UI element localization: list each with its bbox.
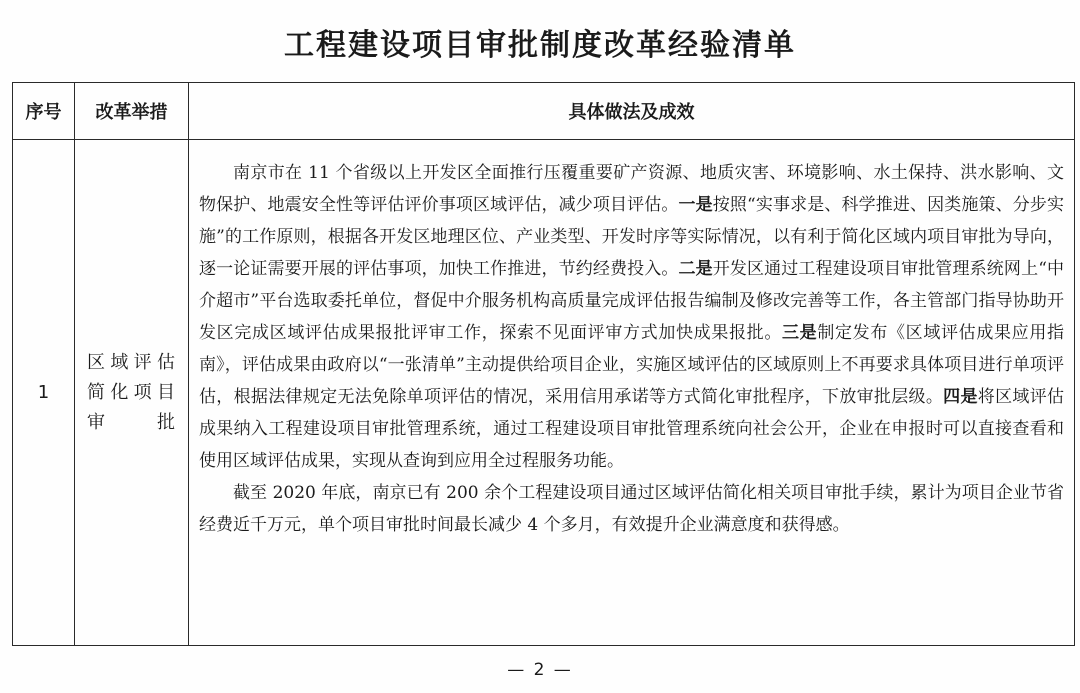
header-detail: 具体做法及成效 — [189, 83, 1075, 140]
document-title: 工程建设项目审批制度改革经验清单 — [284, 28, 796, 63]
detail-keyword-3: 三是 — [782, 323, 818, 343]
table-row — [13, 140, 1075, 646]
header-measure: 改革举措 — [75, 83, 189, 140]
row-measure — [75, 140, 189, 646]
detail-keyword-2: 二是 — [678, 259, 713, 279]
detail-intro: 南京市在 11 个省级以上开发区全面推行压覆重要矿产资源、地质灾害、环境影响、水土保持、洪水影响、文物保护、地震安全性等评估评价事项区域评估，减少项目评估。 — [199, 163, 1064, 215]
detail-point-3: 制定发布《区域评估成果应用指南》，评估成果由政府以“一张清单”主动提供给项目企业，实施区域评估的区域原则上不再要求具体项目进行单项评估，根据法律规定无法免除单项评估的情况，采用信用承诺等方式简化审批程序，下放审批层级。 — [199, 323, 1065, 407]
detail-paragraph-1 — [199, 157, 1064, 477]
table-header-row — [13, 83, 1075, 140]
reform-experience-table — [12, 82, 1075, 646]
row-detail — [189, 140, 1075, 646]
page-number: — 2 — — [507, 660, 573, 680]
detail-paragraph-2: 截至 2020 年底，南京已有 200 余个工程建设项目通过区域评估简化相关项目审批手续，累计为项目企业节省经费近千万元，单个项目审批时间最长减少 4 个多月，有效提升企业满意度和获得感。 — [199, 483, 1064, 535]
detail-keyword-1: 一是 — [678, 195, 713, 215]
detail-point-2: 开发区通过工程建设项目审批管理系统网上“中介超市”平台选取委托单位，督促中介服务机构高质量完成评估报告编制及修改完善等工作，各主管部门指导协助开发区完成区域评估成果报批评审工作，探索不见面评审方式加快成果报批。 — [199, 259, 1065, 343]
row-index: 1 — [13, 140, 75, 646]
detail-keyword-4: 四是 — [943, 387, 978, 407]
row-measure-text: 区域评估简化项目审批 — [87, 351, 178, 433]
detail-point-1: 按照“实事求是、科学推进、因类施策、分步实施”的工作原则，根据各开发区地理区位、产业类型、开发时序等实际情况，以有利于简化区域内项目审批为导向，逐一论证需要开展的评估事项，加快工作推进，节约经费投入。 — [199, 195, 1065, 279]
detail-point-4: 将区域评估成果纳入工程建设项目审批管理系统，通过工程建设项目审批管理系统向社会公开，企业在申报时可以直接查看和使用区域评估成果，实现从查询到应用全过程服务功能。 — [199, 387, 1065, 471]
header-index: 序号 — [13, 83, 75, 140]
